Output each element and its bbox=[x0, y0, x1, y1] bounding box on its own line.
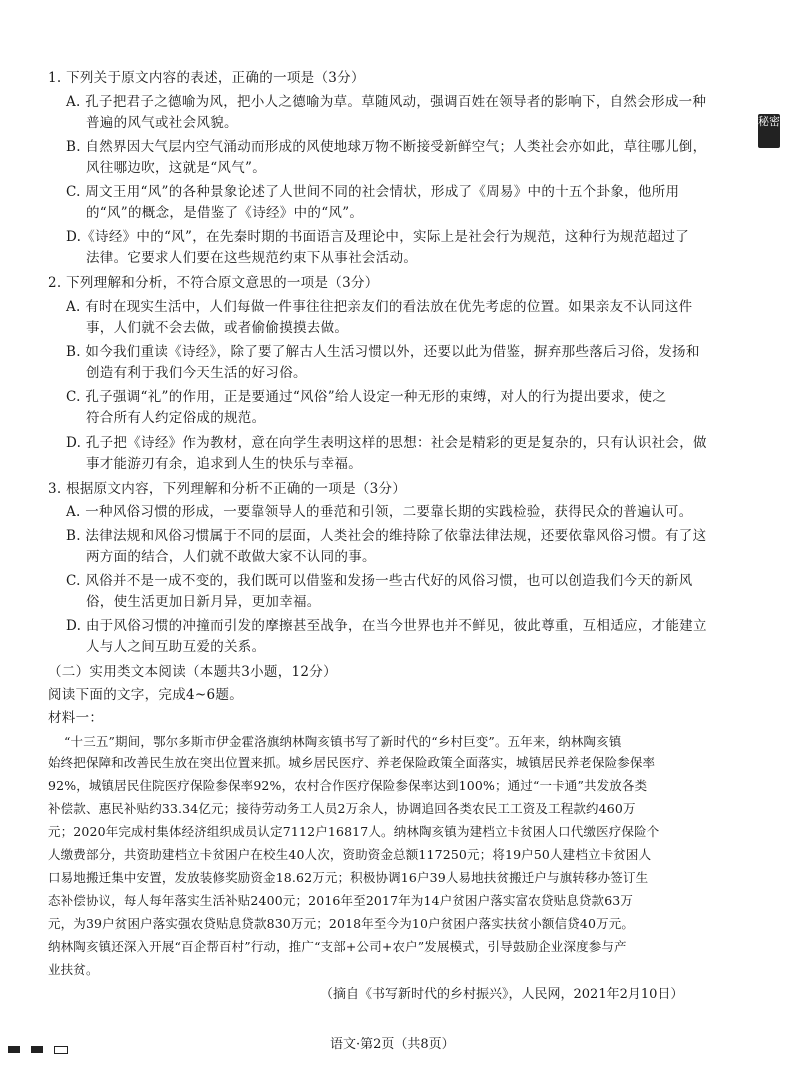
secret-tab: 秘密 bbox=[758, 114, 780, 148]
registration-mark bbox=[8, 1046, 20, 1053]
material-paragraph-line: “十三五”期间，鄂尔多斯市伊金霍洛旗纳林陶亥镇书写了新时代的“乡村巨变”。五年来，纳林陶亥镇 bbox=[64, 734, 622, 749]
material-label: 材料一： bbox=[48, 710, 104, 726]
q1-option-c: C. 周文王用“风”的各种景象论述了人世间不同的社会情状，形成了《周易》中的十五个卦象，他所用 bbox=[66, 184, 680, 200]
q2-option-d-cont: 事才能游刃有余，追求到人生的快乐与幸福。 bbox=[86, 456, 362, 472]
q2-option-c-cont: 符合所有人约定俗成的规范。 bbox=[86, 410, 266, 426]
material-paragraph-line: 业扶贫。 bbox=[48, 962, 99, 977]
material-paragraph-line: 92%，城镇居民住院医疗保险参保率92%，农村合作医疗保险参保率达到100%；通过“一卡通”共发放各类 bbox=[48, 778, 648, 793]
section-title: （二）实用类文本阅读（本题共3小题，12分） bbox=[48, 664, 337, 680]
material-paragraph-line: 人缴费部分，共资助建档立卡贫困户在校生40人次，资助资金总额117250元；将19户50人建档立卡贫困人 bbox=[48, 847, 652, 862]
q3-option-d: D. 由于风俗习惯的冲撞而引发的摩擦甚至战争，在当今世界也并不鲜见，彼此尊重，互相适应，才能建立 bbox=[66, 618, 707, 634]
q1-option-b-cont: 风往哪边吹，这就是“风气”。 bbox=[86, 160, 267, 176]
q3-option-b: B. 法律法规和风俗习惯属于不同的层面，人类社会的维持除了依靠法律法规，还要依靠风俗习惯。有了这 bbox=[66, 528, 707, 544]
material-paragraph-line: 元；2020年完成村集体经济组织成员认定7112户16817人。纳林陶亥镇为建档立卡贫困人口代缴医疗保险个 bbox=[48, 824, 660, 839]
q2-option-c: C. 孔子强调“礼”的作用，正是要通过“风俗”给人设定一种无形的束缚，对人的行为提出要求，使之 bbox=[66, 389, 667, 405]
q1-option-d-cont: 法律。它要求人们要在这些规范约束下从事社会活动。 bbox=[86, 250, 418, 266]
q1-option-d: D.《诗经》中的“风”，在先秦时期的书面语言及理论中，实际上是社会行为规范，这种行为规范超过了 bbox=[66, 229, 690, 245]
page-marks bbox=[8, 1039, 74, 1058]
q3-option-a: A. 一种风俗习惯的形成，一要靠领导人的垂范和引领，二要靠长期的实践检验，获得民众的普遍认可。 bbox=[66, 504, 693, 520]
q3-option-c: C. 风俗并不是一成不变的，我们既可以借鉴和发扬一些古代好的风俗习惯，也可以创造我们今天的新风 bbox=[66, 573, 693, 589]
q1-option-b: B. 自然界因大气层内空气涌动而形成的风使地球万物不断接受新鲜空气；人类社会亦如此，草往哪儿倒， bbox=[66, 139, 707, 155]
q2-option-a: A. 有时在现实生活中，人们每做一件事往往把亲友们的看法放在优先考虑的位置。如果亲友不认同这件 bbox=[66, 299, 693, 315]
material-paragraph-line: 始终把保障和改善民生放在突出位置来抓。城乡居民医疗、养老保险政策全面落实，城镇居民养老保险参保率 bbox=[48, 755, 656, 770]
q2-stem: 2. 下列理解和分析，不符合原文意思的一项是（3分） bbox=[48, 275, 379, 291]
material-paragraph-line: 补偿款、惠民补贴约33.34亿元；接待劳动务工人员2万余人，协调追回各类农民工工资及工程款约460万 bbox=[48, 801, 636, 816]
q3-option-c-cont: 俗，使生活更加日新月异，更加幸福。 bbox=[86, 594, 321, 610]
registration-mark bbox=[54, 1046, 68, 1054]
material-source: （摘自《书写新时代的乡村振兴》，人民网，2021年2月10日） bbox=[320, 987, 684, 1002]
q1-option-a: A. 孔子把君子之德喻为风，把小人之德喻为草。草随风动，强调百姓在领导者的影响下，自然会形成一种 bbox=[66, 94, 707, 110]
section-instruction: 阅读下面的文字，完成4~6题。 bbox=[48, 687, 243, 703]
registration-mark bbox=[31, 1046, 43, 1053]
q3-option-d-cont: 人与人之间互助互爱的关系。 bbox=[86, 639, 266, 655]
q1-stem: 1. 下列关于原文内容的表述，正确的一项是（3分） bbox=[48, 70, 365, 86]
q1-option-a-cont: 普遍的风气或社会风貌。 bbox=[86, 115, 238, 131]
material-paragraph-line: 态补偿协议，每人每年落实生活补贴2400元；2016年至2017年为14户贫困户落实富农贷贴息贷款63万 bbox=[48, 893, 634, 908]
q2-option-d: D. 孔子把《诗经》作为教材，意在向学生表明这样的思想：社会是精彩的更是复杂的，只有认识社会，做 bbox=[66, 435, 707, 451]
page-footer: 语文·第2页（共8页） bbox=[330, 1037, 455, 1052]
q3-option-b-cont: 两方面的结合，人们就不敢做大家不认同的事。 bbox=[86, 549, 376, 565]
q3-stem: 3. 根据原文内容，下列理解和分析不正确的一项是（3分） bbox=[48, 481, 407, 497]
q1-option-c-cont: 的“风”的概念，是借鉴了《诗经》中的“风”。 bbox=[86, 205, 364, 221]
q2-option-a-cont: 事，人们就不会去做，或者偷偷摸摸去做。 bbox=[86, 320, 349, 336]
material-paragraph-line: 纳林陶亥镇还深入开展“百企帮百村”行动，推广“支部+公司+农户”发展模式，引导鼓励企业深度参与产 bbox=[48, 939, 627, 954]
q2-option-b-cont: 创造有利于我们今天生活的好习俗。 bbox=[86, 365, 307, 381]
q2-option-b: B. 如今我们重读《诗经》，除了要了解古人生活习惯以外，还要以此为借鉴，摒弃那些落后习俗，发扬和 bbox=[66, 344, 700, 360]
material-paragraph-line: 口易地搬迁集中安置，发放装修奖励资金18.62万元；积极协调16户39人易地扶贫搬迁户与旗转移办签订生 bbox=[48, 870, 649, 885]
material-paragraph-line: 元，为39户贫困户落实强农贷贴息贷款830万元；2018年至今为10户贫困户落实扶贫小额信贷40万元。 bbox=[48, 916, 635, 931]
